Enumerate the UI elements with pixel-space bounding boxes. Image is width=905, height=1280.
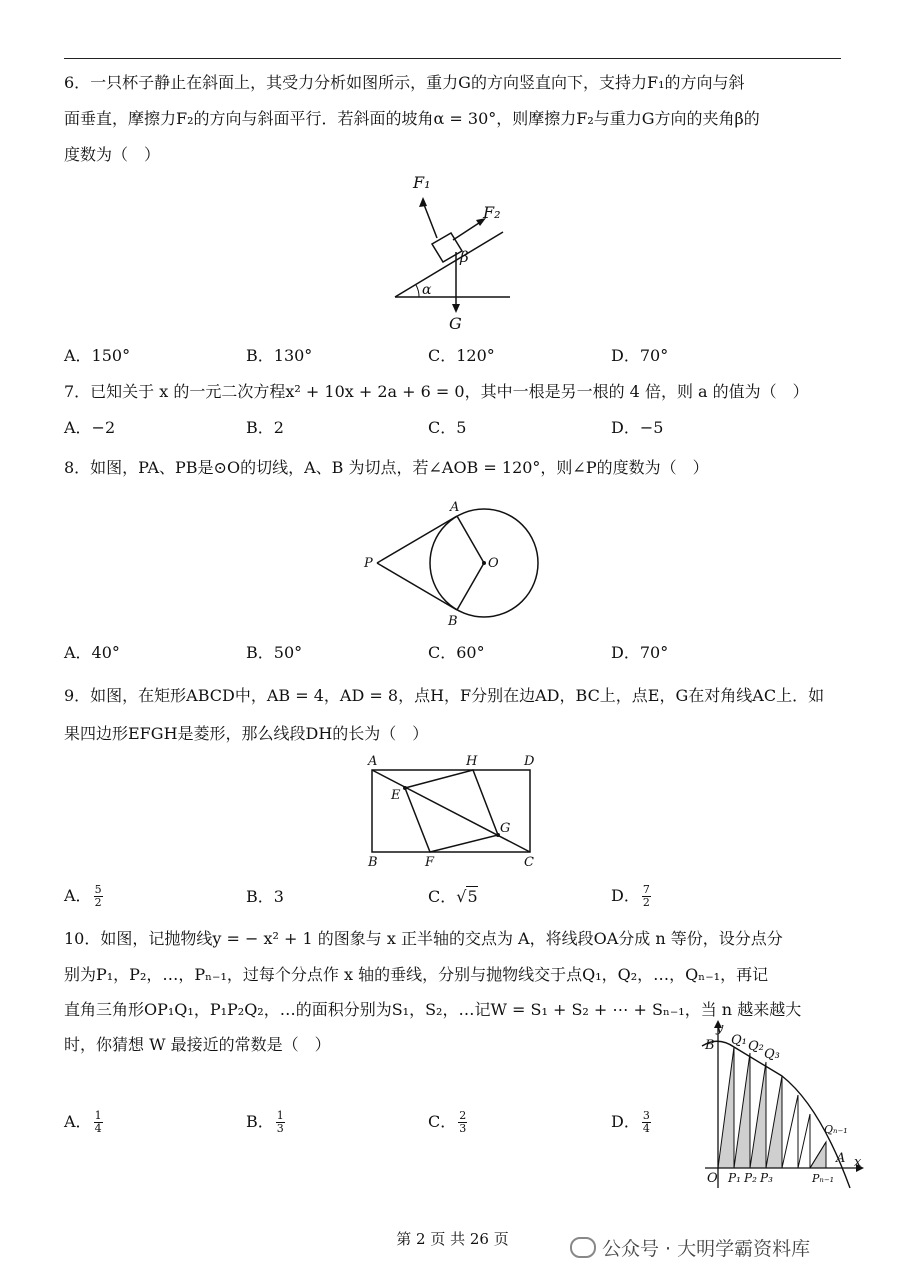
q9-label-a: A [368,754,378,769]
q9-label-e: E [391,788,401,803]
q9-option-d-denominator: 2 [642,896,650,909]
q10-label-y: y [716,1021,724,1036]
q6-label-f1: F₁ [413,173,431,192]
q10-option-a-numerator: 1 [94,1109,102,1122]
q8-label-o: O [488,556,499,571]
q7-option-c: C．5 [428,418,467,437]
q10-option-d-numerator: 3 [642,1109,650,1122]
q8-circle-diagram [360,494,545,628]
q8-option-c: C．60° [428,643,485,662]
q10-option-c [428,1110,467,1135]
q10-option-d-fraction [642,1110,651,1135]
q10-option-a [64,1110,103,1135]
q10-option-b-numerator: 1 [276,1109,284,1122]
page-footer: 第 2 页 共 26 页 [396,1230,509,1248]
q9-label-c: C [524,855,534,870]
q8-option-a: A．40° [64,643,120,662]
q10-option-c-fraction [458,1110,467,1135]
header-rule [64,58,841,59]
q8-option-b: B．50° [246,643,303,662]
watermark-text: 公众号 · 大明学霸资料库 [602,1238,811,1260]
q9-option-a [64,884,103,909]
q9-option-a-numerator: 5 [94,883,102,896]
q9-option-c-sqrt-sign: √ [456,887,467,906]
q10-option-c-denominator: 3 [459,1122,467,1135]
q6-force-diagram [385,170,525,332]
q9-label-b: B [368,855,378,870]
q10-label-q1: Q₁ [731,1033,747,1048]
q6-label-beta: β [460,248,469,266]
q10-option-b [246,1110,285,1135]
q6-option-c: C．120° [428,346,495,365]
q7-option-d: D．−5 [611,418,664,437]
q6-label-alpha: α [422,282,432,298]
q7-line-1: 7．已知关于 x 的一元二次方程x² + 10x + 2a + 6 = 0，其中一根是另一根的 4 倍，则 a 的值为（ ） [64,382,809,401]
wechat-icon [570,1237,596,1258]
q9-line-2: 果四边形EFGH是菱形，那么线段DH的长为（ ） [64,724,429,743]
q10-option-d-label: D． [611,1112,640,1131]
q10-option-b-fraction [276,1110,285,1135]
q9-option-a-label: A． [64,886,92,905]
q10-option-a-label: A． [64,1112,92,1131]
q6-line-1: 6．一只杯子静止在斜面上，其受力分析如图所示，重力G的方向竖直向下，支持力F₁的方向与斜 [64,73,745,92]
q10-line-3: 直角三角形OP₁Q₁，P₁P₂Q₂，…的面积分别为S₁，S₂，…记W = S₁ + S₂ + ⋯ + Sₙ₋₁，当 n 越来越大 [64,1000,802,1019]
q10-option-c-numerator: 2 [459,1109,467,1122]
q9-option-a-fraction [94,884,103,909]
q10-option-a-fraction [94,1110,103,1135]
q6-line-3: 度数为（ ） [64,145,161,164]
q9-option-a-denominator: 2 [94,896,102,909]
q9-option-d [611,884,651,909]
q9-label-g: G [500,821,511,836]
q9-label-d: D [524,754,535,769]
q10-label-q2: Q₂ [748,1039,764,1054]
q9-option-c [428,886,478,908]
q10-line-1: 10．如图，记抛物线y = − x² + 1 的图象与 x 正半轴的交点为 A，将线段OA分成 n 等份，设分点分 [64,929,783,948]
q8-label-p: P [364,556,373,571]
q10-label-pn1: Pₙ₋₁ [812,1172,835,1185]
q10-label-qn1: Qₙ₋₁ [824,1123,848,1136]
q10-label-q3: Q₃ [764,1047,780,1062]
q10-option-c-label: C． [428,1112,457,1131]
watermark [570,1234,810,1261]
q9-label-f: F [425,855,435,870]
q9-option-c-radicand: 5 [467,887,478,906]
q9-line-1: 9．如图，在矩形ABCD中，AB = 4，AD = 8，点H，F分别在边AD，BC上，点E，G在对角线AC上．如 [64,686,825,705]
q10-label-o: O [707,1171,718,1186]
q8-label-a: A [450,500,460,515]
q9-rectangle-diagram [362,752,547,872]
q10-label-p1: P₁ [728,1171,741,1185]
q6-option-d: D．70° [611,346,669,365]
q7-option-a: A．−2 [64,418,116,437]
q7-option-b: B．2 [246,418,284,437]
q9-option-d-numerator: 7 [642,883,650,896]
q10-line-4: 时，你猜想 W 最接近的常数是（ ） [64,1035,331,1054]
q10-label-x: x [854,1155,862,1170]
q10-label-p2: P₂ [744,1171,757,1185]
q6-label-g: G [449,314,462,333]
q9-option-b: B．3 [246,887,284,906]
q10-label-a: A [836,1151,846,1166]
q6-label-f2: F₂ [483,203,501,222]
q8-label-b: B [448,614,458,629]
q6-option-a: A．150° [64,346,131,365]
q10-option-b-denominator: 3 [276,1122,284,1135]
q10-option-b-label: B． [246,1112,274,1131]
q9-label-h: H [466,754,478,769]
q10-option-a-denominator: 4 [94,1122,102,1135]
q10-label-p3: P₃ [760,1171,773,1185]
q10-option-d [611,1110,651,1135]
q6-line-2: 面垂直，摩擦力F₂的方向与斜面平行．若斜面的坡角α = 30°，则摩擦力F₂与重力G方向的夹角β的 [64,109,760,128]
q6-option-b: B．130° [246,346,313,365]
q10-option-d-denominator: 4 [642,1122,650,1135]
q10-line-2: 别为P₁，P₂，…，Pₙ₋₁，过每个分点作 x 轴的垂线，分别与抛物线交于点Q₁，Q₂，…，Qₙ₋₁，再记 [64,965,769,984]
q9-option-c-label: C． [428,887,457,906]
q8-line-1: 8．如图，PA、PB是⊙O的切线，A、B 为切点，若∠AOB = 120°，则∠P的度数为（ ） [64,458,709,477]
q10-label-b: B [705,1038,715,1053]
q9-option-d-fraction [642,884,651,909]
q9-option-d-label: D． [611,886,640,905]
q10-parabola-diagram [700,1016,870,1191]
q8-option-d: D．70° [611,643,669,662]
